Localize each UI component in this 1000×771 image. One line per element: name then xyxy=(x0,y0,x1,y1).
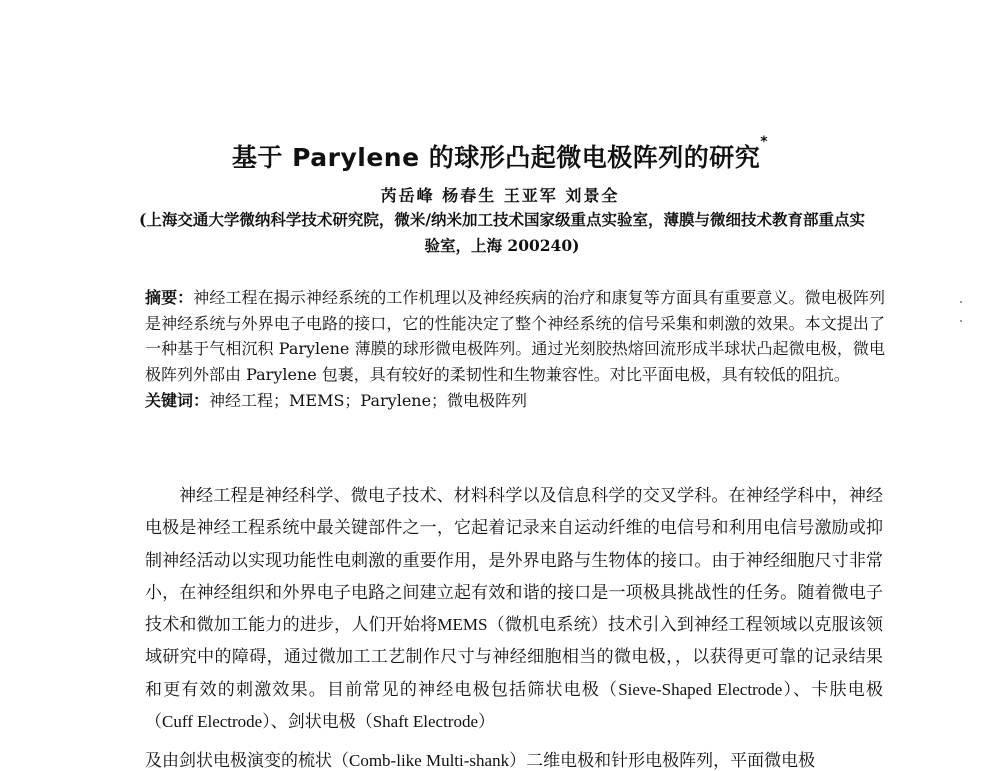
clipped-body-line: 及由剑状电极演变的梳状（Comb-like Multi-shank）二维电极和针形电极阵列，平面微电极 xyxy=(145,751,816,770)
affiliation: (上海交通大学微纳科学技术研究院，微米/纳米加工技术国家级重点实验室，薄膜与微细技术教育部重点实验室，上海 200240) xyxy=(139,210,865,255)
paper-title xyxy=(0,134,1000,174)
abstract xyxy=(145,285,885,388)
body-paragraph: 神经工程是神经科学、微电子技术、材料科学以及信息科学的交叉学科。在神经学科中，神经电极是神经工程系统中最关键部件之一，它起着记录来自运动纤维的电信号和利用电信号激励或抑制神经活动以实现功能性电刺激的重要作用，是外界电路与生物体的接口。由于神经细胞尺寸非常小，在神经组织和外界电子电路之间建立起有效和谐的接口是一项极具挑战性的任务。随着微电子技术和微加工能力的进步，人们开始将MEMS（微机电系统）技术引入到神经工程领域以克服该领域研究中的障碍，通过微加工工艺制作尺寸与神经细胞相当的微电极，，以获得更可靠的记录结果和更有效的刺激效果。目前常见的神经电极包括筛状电极（Sieve-Shaped Electrode）、卡肤电极（Cuff Electrode）、剑状电极（Shaft Electrode） xyxy=(145,486,883,732)
scan-artifact-dot xyxy=(960,301,962,303)
keywords xyxy=(145,388,885,414)
author-list: 芮岳峰 杨春生 王亚军 刘景全 xyxy=(380,186,620,205)
title-text: 基于 Parylene 的球形凸起微电极阵列的研究 xyxy=(231,143,761,172)
scan-artifact-dot xyxy=(960,320,962,322)
keywords-text: 神经工程；MEMS；Parylene；微电极阵列 xyxy=(209,390,528,410)
abstract-block xyxy=(145,285,885,414)
body-text xyxy=(145,480,883,738)
keywords-label: 关键词： xyxy=(145,390,210,410)
abstract-label: 摘要： xyxy=(145,288,194,307)
title-footnote-mark: * xyxy=(760,134,769,150)
abstract-text: 神经工程在揭示神经系统的工作机理以及神经疾病的治疗和康复等方面具有重要意义。微电极阵列是神经系统与外界电子电路的接口，它的性能决定了整个神经系统的信号采集和刺激的效果。本文提出了一种基于气相沉积 Parylene 薄膜的球形微电极阵列。通过光刻胶热熔回流形成半球状凸起微电极，微电极阵列外部由 Parylene 包裹，具有较好的柔韧性和生物兼容性。对比平面电极，具有较低的阻抗。 xyxy=(145,288,885,385)
